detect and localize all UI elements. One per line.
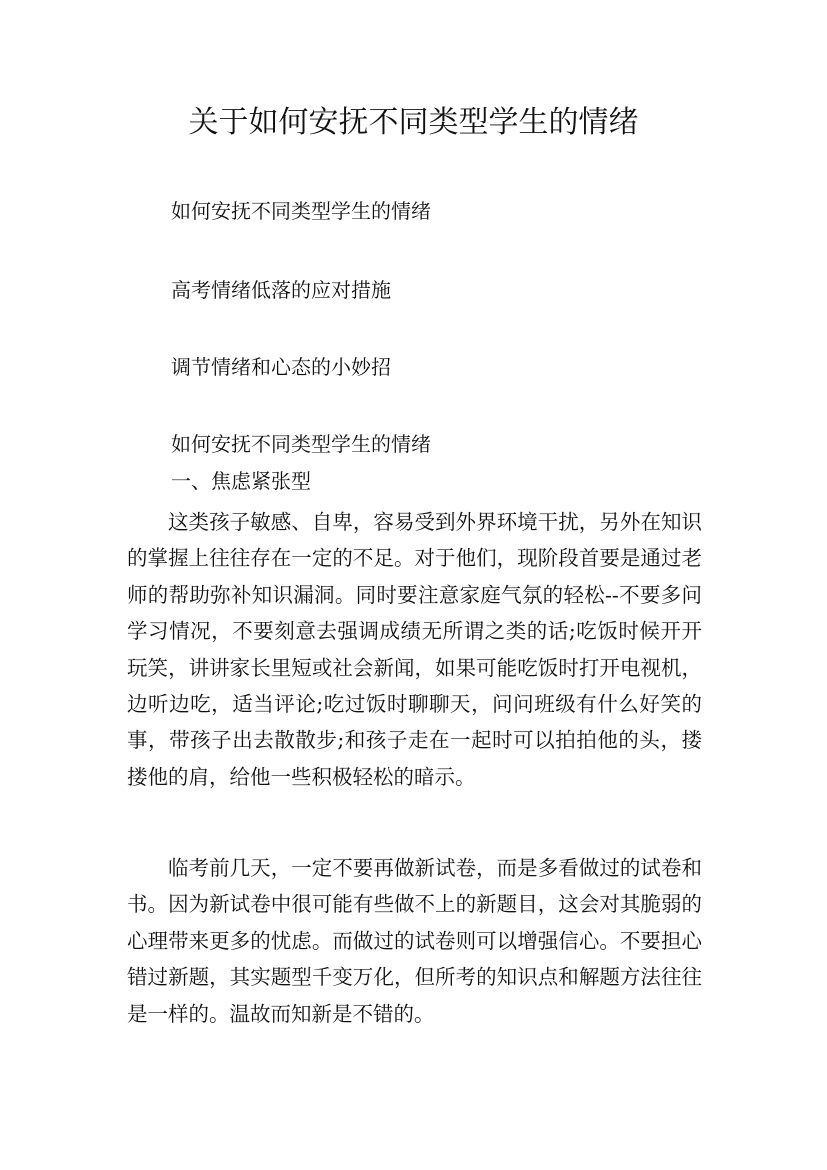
toc-item-2: 高考情绪低落的应对措施 — [171, 278, 391, 302]
body-paragraph-2: 临考前几天，一定不要再做新试卷，而是多看做过的试卷和书。因为新试卷中很可能有些做不上的新题目，这会对其脆弱的心理带来更多的忧虑。而做过的试卷则可以增强信心。不要担心错过新题，其实题型千变万化，但所考的知识点和解题方法往往是一样的。温故而知新是不错的。 — [127, 856, 702, 1026]
subsection-title: 一、焦虑紧张型 — [171, 469, 311, 493]
section-title: 如何安抚不同类型学生的情绪 — [171, 432, 431, 456]
toc-item-3: 调节情绪和心态的小妙招 — [171, 355, 391, 379]
toc-item-1: 如何安抚不同类型学生的情绪 — [171, 199, 431, 223]
body-paragraph-1: 这类孩子敏感、自卑，容易受到外界环境干扰，另外在知识的掌握上往往存在一定的不足。对于他们，现阶段首要是通过老师的帮助弥补知识漏洞。同时要注意家庭气氛的轻松--不要多问学习情况，不要刻意去强调成绩无所谓之类的话;吃饭时候开开玩笑，讲讲家长里短或社会新闻，如果可能吃饭时打开电视机，边听边吃，适当评论;吃过饭时聊聊天，问问班级有什么好笑的事，带孩子出去散散步;和孩子走在一起时可以拍拍他的头，搂搂他的肩，给他一些积极轻松的暗示。 — [127, 510, 702, 789]
document-title: 关于如何安抚不同类型学生的情绪 — [188, 105, 639, 140]
